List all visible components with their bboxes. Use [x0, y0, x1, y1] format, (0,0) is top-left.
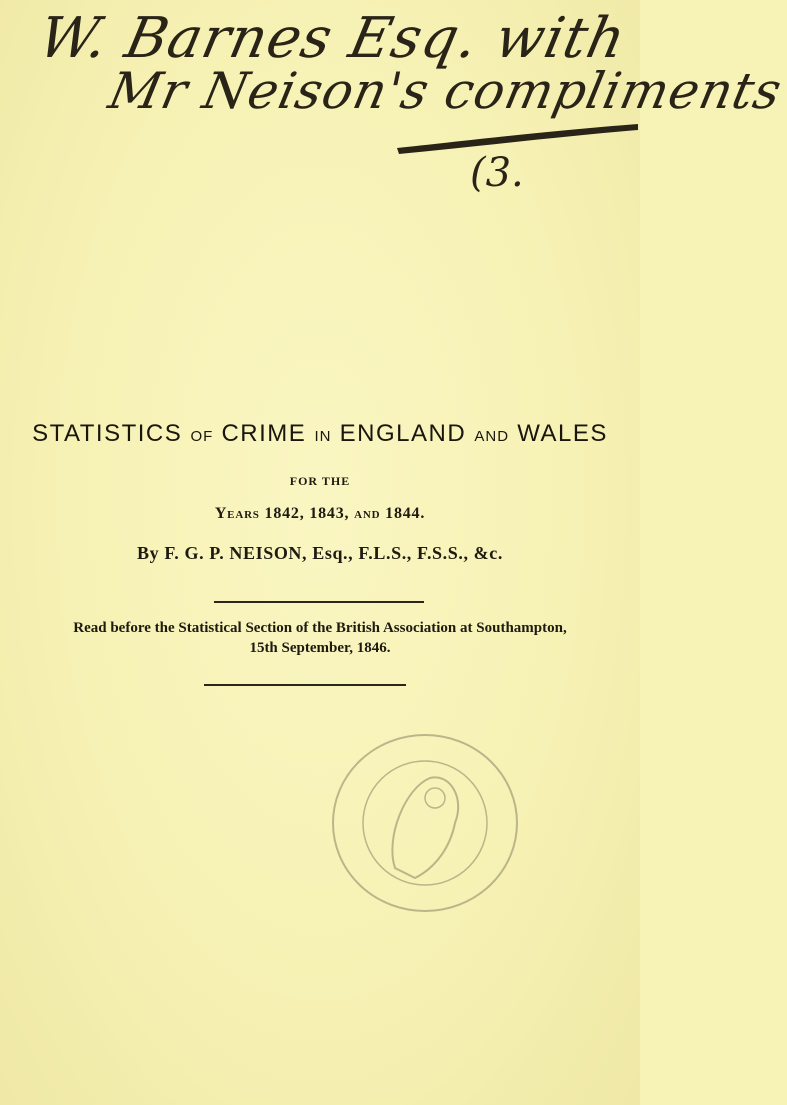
title-word: ENGLAND [339, 420, 467, 447]
library-stamp-seal [325, 728, 525, 918]
inscription-line-1: W. Barnes Esq. with [33, 6, 632, 71]
presentation-note-line-1: Read before the Statistical Section of the British Association at Southampton, [73, 620, 567, 636]
divider-rule [204, 684, 406, 686]
title-word: OF [190, 428, 214, 445]
presentation-note-line-2: 15th September, 1846. [249, 640, 391, 656]
presentation-note [0, 618, 640, 658]
page-title [0, 420, 640, 448]
divider-rule [214, 601, 424, 603]
for-the-line: FOR THE [289, 474, 351, 488]
author-line: By F. G. P. NEISON, Esq., F.L.S., F.S.S., &c. [137, 543, 503, 563]
inscription-number-mark: (3. [470, 150, 524, 196]
title-word: AND [474, 428, 510, 445]
title-word: CRIME [221, 420, 307, 447]
title-word: IN [314, 428, 332, 445]
title-word: WALES [517, 420, 608, 447]
title-word: STATISTICS [32, 420, 183, 447]
handwritten-inscription [0, 0, 787, 230]
years-line: Years 1842, 1843, and 1844. [214, 505, 426, 522]
inscription-line-2: Mr Neison's compliments [103, 62, 787, 120]
